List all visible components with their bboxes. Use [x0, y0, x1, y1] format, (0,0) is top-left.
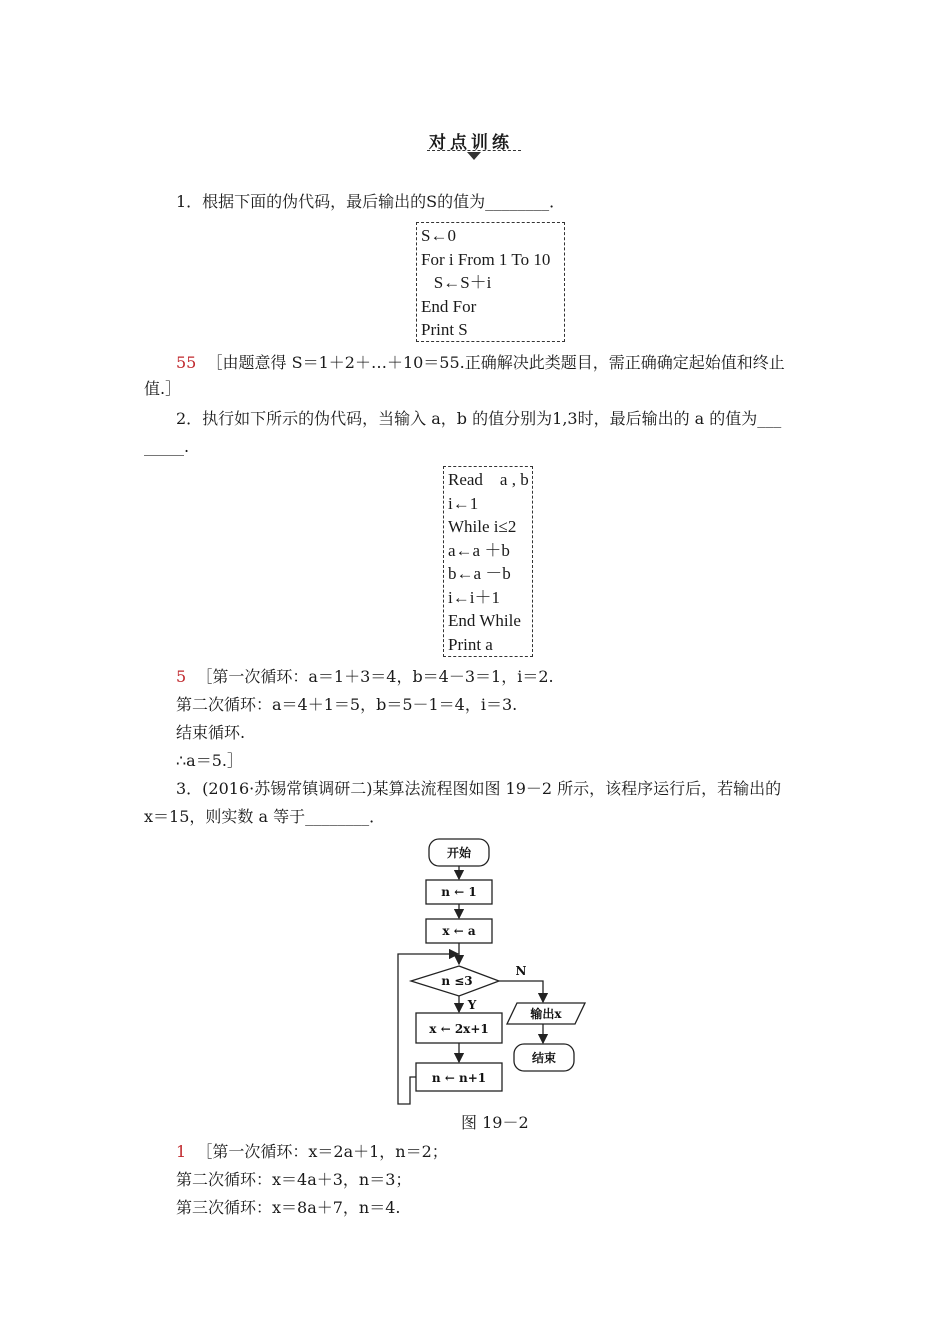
code-line: i←1: [448, 493, 479, 513]
problem1-explanation-cont: 值.］: [144, 379, 182, 398]
flow-start-label: 开始: [446, 846, 472, 860]
problem2-question-cont: _____.: [144, 437, 190, 456]
flow-no-label: N: [515, 964, 527, 978]
flow-update-n-label: n ← n+1: [431, 1071, 487, 1085]
problem3-explanation-3: 第三次循环：x＝8a＋7，n＝4.: [176, 1198, 401, 1217]
flow-update-x-label: x ← 2x+1: [429, 1022, 489, 1036]
code-line: End For: [421, 296, 477, 316]
code-line: b←a －b: [448, 564, 511, 583]
title-triangle-icon: [467, 152, 481, 160]
code-line: While i≤2: [448, 517, 517, 536]
problem1-explanation: ［由题意得 S＝1＋2＋…＋10＝55.正确解决此类题目，需正确确定起始值和终止: [206, 353, 785, 372]
code-line: a←a ＋b: [448, 540, 510, 560]
flow-init-x-label: x ← a: [442, 924, 476, 938]
problem2-code-box: [443, 466, 533, 657]
problem3-answer-line: [176, 1141, 448, 1163]
flowchart: [380, 832, 610, 1114]
problem1-answer-line: [176, 352, 785, 374]
code-line: Print S: [421, 320, 468, 339]
code-line: End While: [448, 611, 521, 630]
problem1-question: 1．根据下面的伪代码，最后输出的S的值为________．: [176, 192, 566, 211]
problem2-answer: 5: [176, 667, 187, 686]
problem3-explanation: ［第一次循环：x＝2a＋1，n＝2；: [196, 1142, 448, 1161]
problem2-answer-line: [176, 666, 554, 688]
flow-yes-label: Y: [467, 998, 477, 1012]
problem2-question: 2．执行如下所示的伪代码，当输入 a，b 的值分别为1,3时，最后输出的 a 的值为___: [176, 409, 782, 428]
problem3-question-cont: x＝15，则实数 a 等于________．: [144, 807, 386, 826]
flow-end-label: 结束: [531, 1051, 557, 1065]
problem3-explanation-2: 第二次循环：x＝4a＋3，n＝3；: [176, 1170, 412, 1189]
flow-init-n-label: n ← 1: [441, 885, 477, 899]
problem3-question: 3．(2016·苏锡常镇调研二)某算法流程图如图 19－2 所示，该程序运行后，若输出的: [176, 779, 782, 798]
code-line: S←0: [421, 226, 456, 245]
code-line: Read a , b: [448, 470, 529, 489]
problem3-answer: 1: [176, 1142, 187, 1161]
problem2-explanation-4: ∴a＝5.］: [176, 751, 243, 770]
code-line: i←i＋1: [448, 587, 500, 607]
problem1-answer: 55: [176, 353, 197, 372]
problem2-explanation-2: 第二次循环：a＝4＋1＝5，b＝5－1＝4，i＝3.: [176, 695, 518, 714]
problem2-explanation-3: 结束循环.: [176, 723, 246, 742]
code-line: Print a: [448, 634, 493, 654]
flow-output-label: 输出x: [530, 1007, 562, 1021]
figure-caption: 图 19－2: [461, 1113, 529, 1132]
code-line: For i From 1 To 10: [421, 249, 551, 269]
problem1-code-box: [416, 222, 565, 342]
section-title: 对点训练: [429, 133, 513, 153]
problem2-explanation: ［第一次循环：a＝1＋3＝4，b＝4－3＝1，i＝2.: [196, 667, 554, 686]
flow-no-branch: [499, 981, 543, 1002]
flow-condition-label: n ≤3: [441, 974, 473, 988]
title-underline: [427, 150, 521, 151]
code-line: S←S＋i: [421, 273, 492, 292]
